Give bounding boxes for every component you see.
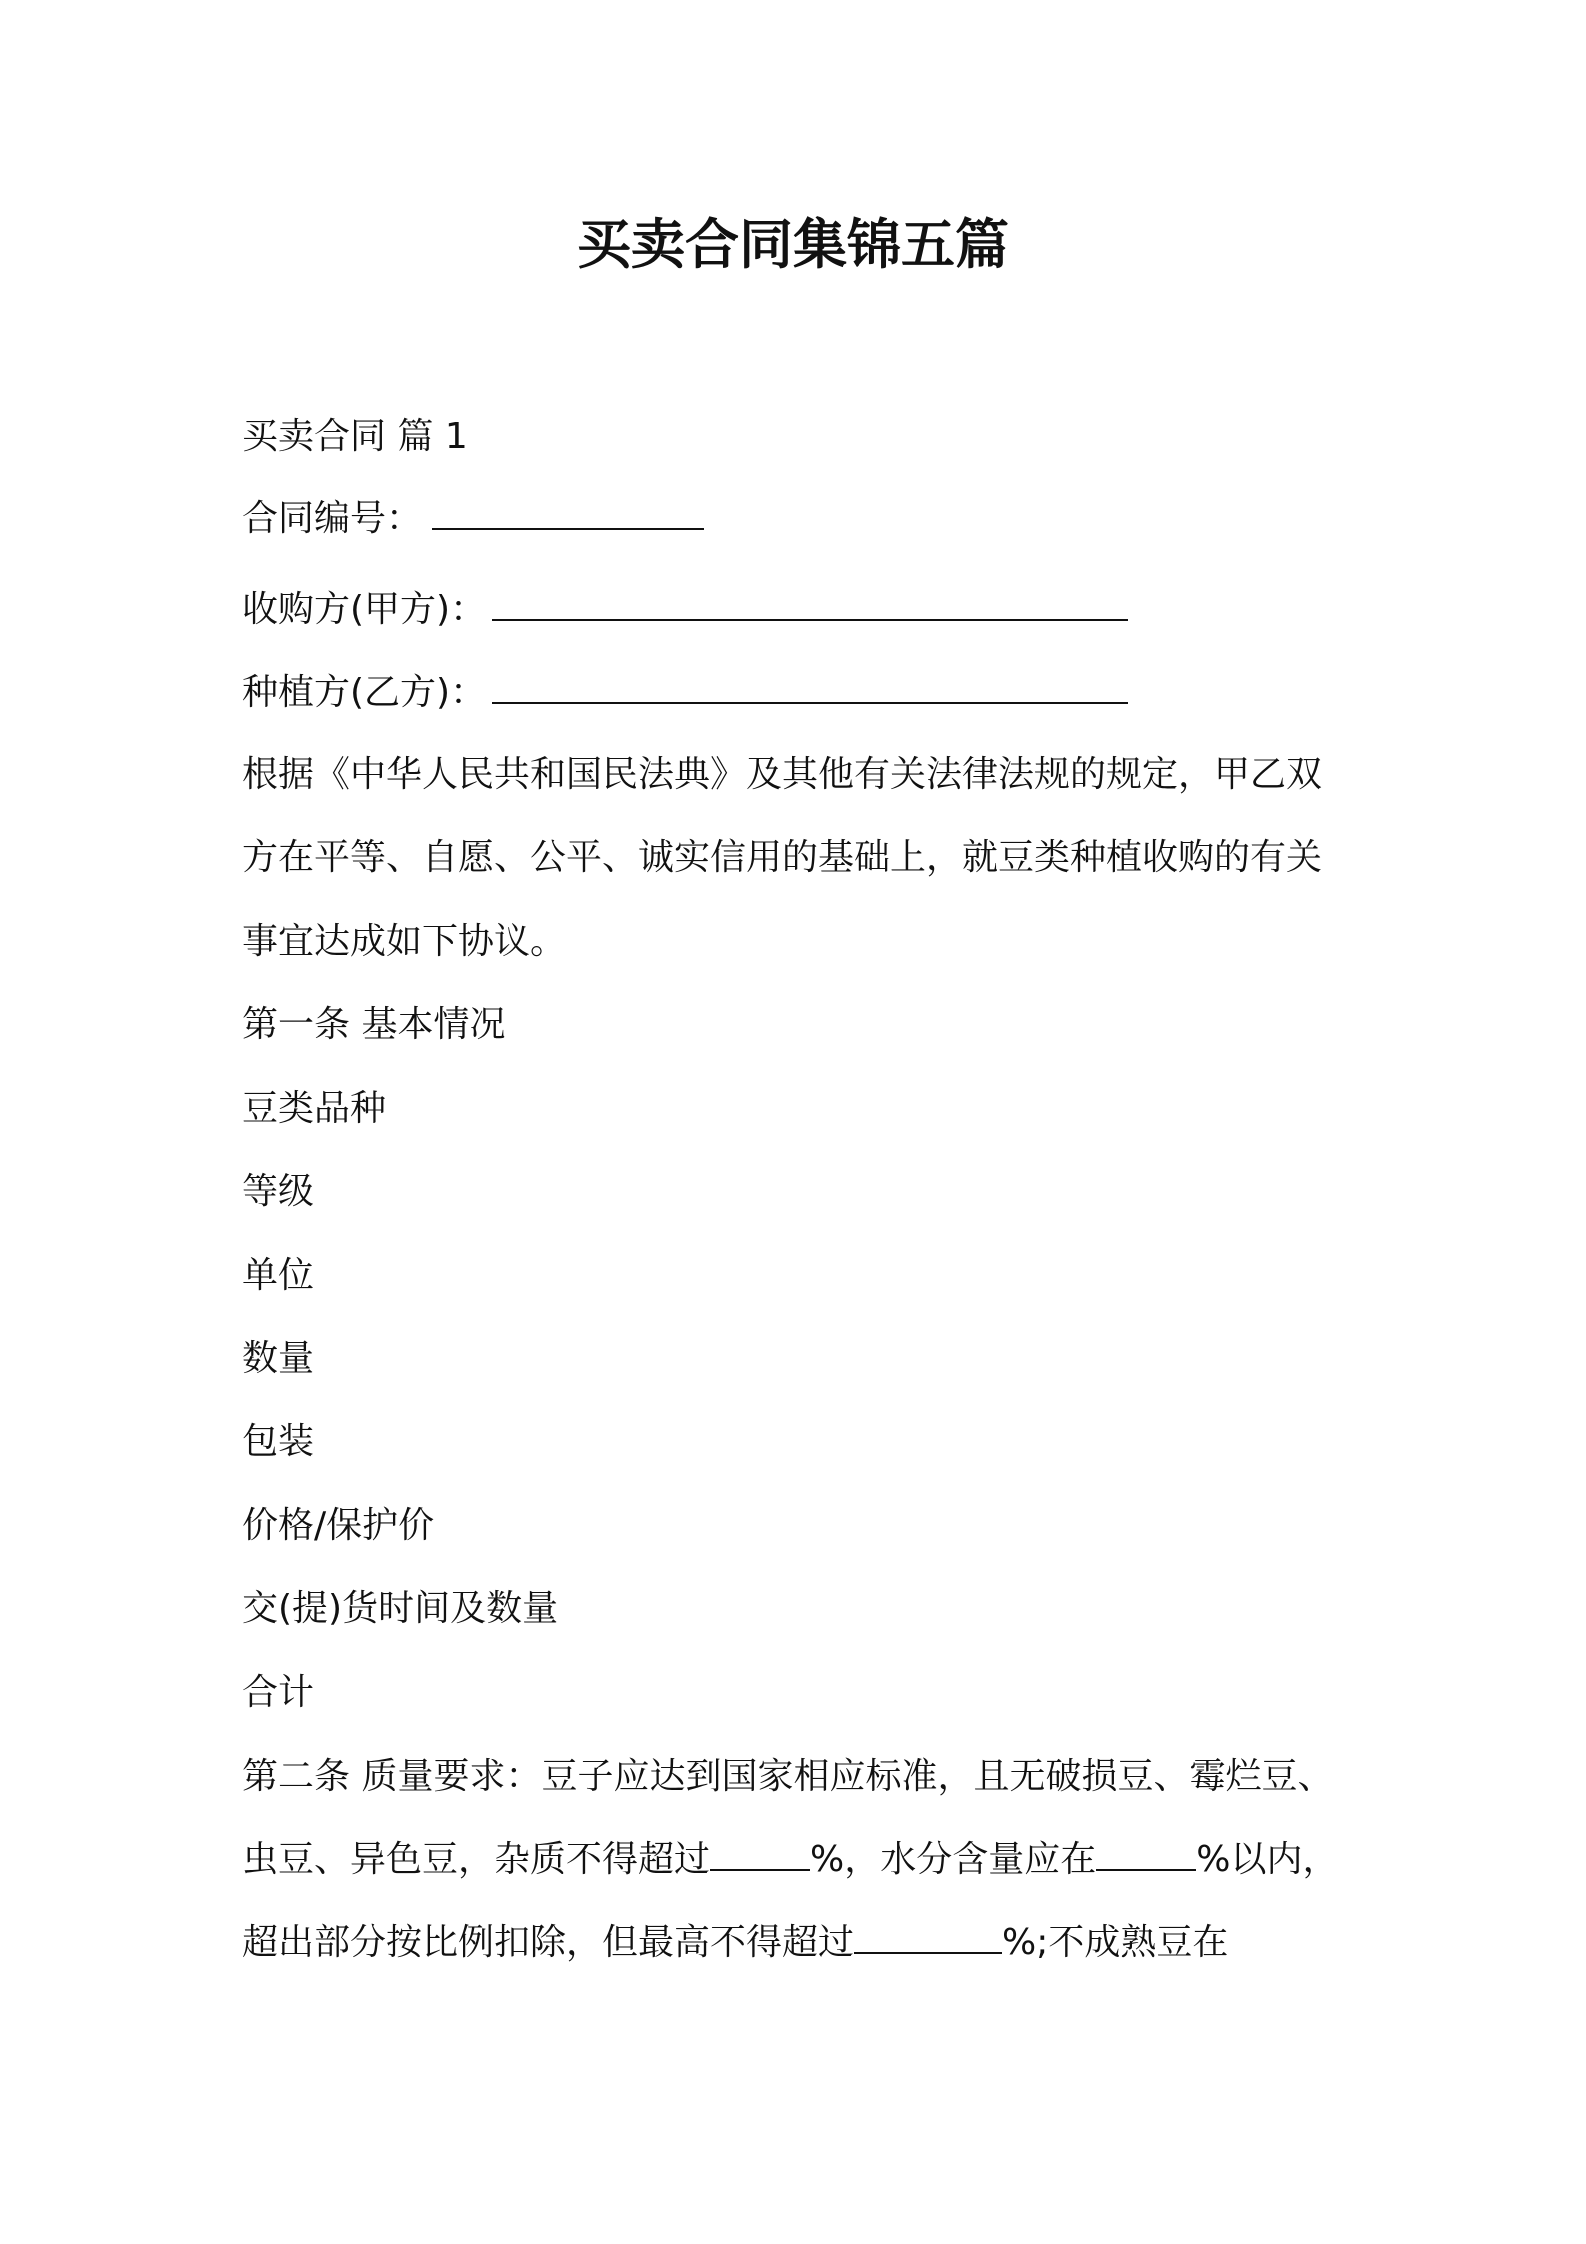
- intro-line-3: 事宜达成如下协议。: [242, 921, 567, 962]
- article2-line3-text-b: %;不成熟豆在: [1002, 1922, 1229, 1963]
- article1-item-grade: 等级: [242, 1171, 315, 1212]
- document-title: 买卖合同集锦五篇: [577, 213, 1009, 276]
- max-deduction-percent-blank: [854, 1918, 1002, 1954]
- article2-line-1: 第二条 质量要求：豆子应达到国家相应标准，且无破损豆、霉烂豆、: [242, 1756, 1334, 1797]
- article1-item-price: 价格/保护价: [242, 1505, 435, 1546]
- article1-item-total: 合计: [242, 1672, 315, 1713]
- article2-line2-text-b: %，水分含量应在: [810, 1839, 1097, 1880]
- article1-heading: 第一条 基本情况: [242, 1004, 506, 1045]
- section-heading: 买卖合同 篇 1: [242, 416, 468, 457]
- contract-number-line: [242, 493, 704, 545]
- article1-item-variety: 豆类品种: [242, 1088, 387, 1129]
- article1-item-delivery: 交(提)货时间及数量: [242, 1588, 559, 1629]
- article2-line2-text-a: 虫豆、异色豆，杂质不得超过: [242, 1839, 711, 1880]
- intro-line-1: 根据《中华人民共和国民法典》及其他有关法律法规的规定，甲乙双: [242, 754, 1323, 795]
- article1-item-packaging: 包装: [242, 1421, 315, 1462]
- contract-number-label: 合同编号：: [242, 498, 423, 539]
- grower-label: 种植方(乙方)：: [242, 672, 487, 713]
- grower-line: [242, 667, 1128, 719]
- article1-item-quantity: 数量: [242, 1338, 315, 1379]
- article2-line-2: [242, 1834, 1338, 1886]
- buyer-label: 收购方(甲方)：: [242, 589, 487, 630]
- contract-number-blank: [432, 494, 704, 530]
- intro-line-2: 方在平等、自愿、公平、诚实信用的基础上，就豆类种植收购的有关: [242, 837, 1323, 878]
- moisture-percent-blank: [1096, 1835, 1196, 1871]
- impurity-percent-blank: [710, 1835, 810, 1871]
- article2-line3-text-a: 超出部分按比例扣除，但最高不得超过: [242, 1922, 855, 1963]
- buyer-blank: [492, 585, 1128, 621]
- article2-line2-text-c: %以内，: [1196, 1839, 1339, 1880]
- buyer-line: [242, 584, 1128, 636]
- article1-item-unit: 单位: [242, 1255, 315, 1296]
- article2-line-3: [242, 1917, 1228, 1969]
- grower-blank: [492, 668, 1128, 704]
